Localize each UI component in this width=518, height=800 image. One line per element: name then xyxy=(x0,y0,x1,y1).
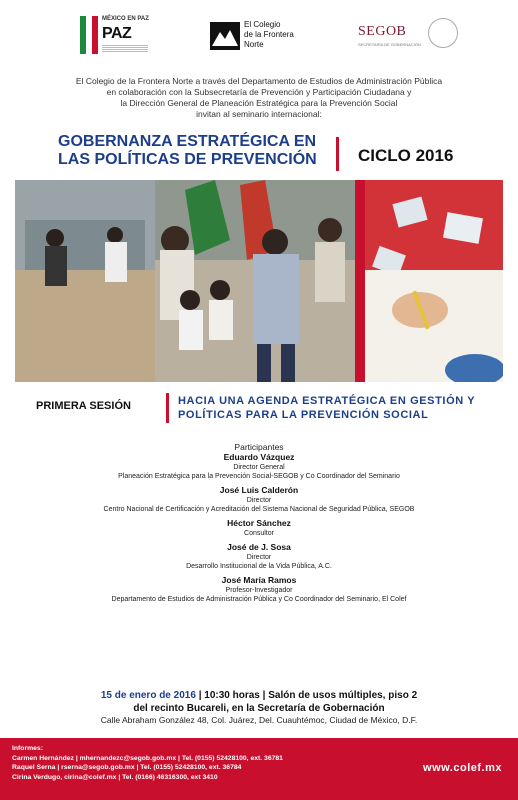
title-line-2: LAS POLÍTICAS DE PREVENCIÓN xyxy=(58,151,317,168)
participant-role: Director General xyxy=(233,464,285,471)
header-logos xyxy=(0,12,518,56)
seal-icon xyxy=(428,18,458,48)
website-link[interactable]: www.colef.mx xyxy=(423,762,502,774)
session-divider xyxy=(166,393,169,423)
cycle-label: CICLO 2016 xyxy=(358,146,454,165)
logo-mx-big-text: PAZ xyxy=(102,25,132,42)
title-line-1: GOBERNANZA ESTRATÉGICA EN xyxy=(58,133,317,150)
logo-mx-small-text: MÉXICO EN PAZ xyxy=(102,16,149,22)
event-place: Salón de usos múltiples, piso 2 xyxy=(268,690,418,701)
footer-label: Informes: xyxy=(12,745,43,752)
participants-list xyxy=(0,442,518,608)
participant-name: José Luis Calderón xyxy=(219,485,299,495)
footer-contacts xyxy=(12,744,283,782)
session-title-line-2: POLÍTICAS PARA LA PREVENCIÓN SOCIAL xyxy=(178,409,429,421)
session-title xyxy=(178,394,498,422)
seminar-title xyxy=(58,133,328,169)
logo-mx-fineprint xyxy=(102,44,148,52)
event-details xyxy=(0,689,518,726)
participant-role: Consultor xyxy=(244,530,274,537)
segob-logo-text: SEGOB xyxy=(358,24,407,39)
intro-line-4: invitan al seminario internacional: xyxy=(196,109,322,119)
segob-logo xyxy=(358,18,468,54)
session-title-line-1: HACIA UNA AGENDA ESTRATÉGICA EN GESTIÓN Y xyxy=(178,395,476,407)
participant xyxy=(0,485,518,514)
event-date-line xyxy=(0,689,518,702)
participant-description: Desarrollo Institucional de la Vida Pública, A.C. xyxy=(186,563,332,570)
participant-role: Profesor-Investigador xyxy=(225,587,293,594)
intro-line-1: El Colegio de la Frontera Norte a través del Departamento de Estudios de Administración Pública xyxy=(75,76,443,86)
participant-name: José de J. Sosa xyxy=(227,542,291,552)
contact-line[interactable]: Cirina Verdugo, cirina@colef.mx | Tel. (0166) 46316300, ext 3410 xyxy=(12,773,218,781)
participants-heading: Participantes xyxy=(234,442,284,452)
colef-mountain-icon xyxy=(210,22,240,50)
flag-icon xyxy=(80,16,98,54)
contact-line[interactable]: Raquel Serna | rserna@segob.gob.mx | Tel. (0155) 52428100, ext. 36784 xyxy=(12,764,242,771)
mexico-en-paz-logo xyxy=(80,16,150,54)
session-label: PRIMERA SESIÓN xyxy=(36,400,131,412)
participant xyxy=(0,452,518,481)
segob-logo-subtext: SECRETARÍA DE GOBERNACIÓN xyxy=(358,42,421,47)
contact-line[interactable]: Carmen Hernández | mhernandezc@segob.gob.mx | Tel. (0155) 52428100, ext. 36781 xyxy=(12,754,283,762)
title-divider xyxy=(336,137,339,171)
participant-description: Centro Nacional de Certificación y Acreditación del Sistema Nacional de Seguridad Pública, SEGOB xyxy=(103,506,415,513)
intro-line-3: la Dirección General de Planeación Estratégica para la Prevención Social xyxy=(120,98,398,108)
colef-logo xyxy=(210,18,320,54)
event-date: 15 de enero de 2016 xyxy=(100,690,196,701)
event-time: | 10:30 horas | xyxy=(198,690,266,701)
event-venue: del recinto Bucareli, en la Secretaría de Gobernación xyxy=(133,703,385,714)
colef-line-2: de la Frontera xyxy=(244,30,294,39)
participant-role: Director xyxy=(246,497,272,504)
participant-name: Eduardo Vázquez xyxy=(223,452,295,462)
participant-description: Planeación Estratégica para la Prevención Social-SEGOB y Co Coordinador del Seminario xyxy=(118,473,400,480)
colef-logo-text xyxy=(244,20,294,50)
intro-text xyxy=(0,76,518,120)
participant xyxy=(0,518,518,538)
participant-description: Departamento de Estudios de Administración Pública y Co Coordinador del Seminario, El Colef xyxy=(111,596,407,603)
participant-name: José María Ramos xyxy=(221,575,297,585)
participant-role: Director xyxy=(246,554,272,561)
colef-line-3: Norte xyxy=(244,40,264,49)
intro-line-2: en colaboración con la Subsecretaría de Prevención y Participación Ciudadana y xyxy=(106,87,412,97)
hero-photo xyxy=(15,180,503,382)
event-address: Calle Abraham González 48, Col. Juárez, Del. Cuauhtémoc, Ciudad de México, D.F. xyxy=(100,715,418,725)
participant xyxy=(0,542,518,571)
colef-line-1: El Colegio xyxy=(244,20,281,29)
footer xyxy=(0,738,518,800)
participant xyxy=(0,575,518,604)
hero-photo-illustration xyxy=(15,180,503,382)
participant-name: Héctor Sánchez xyxy=(227,518,291,528)
